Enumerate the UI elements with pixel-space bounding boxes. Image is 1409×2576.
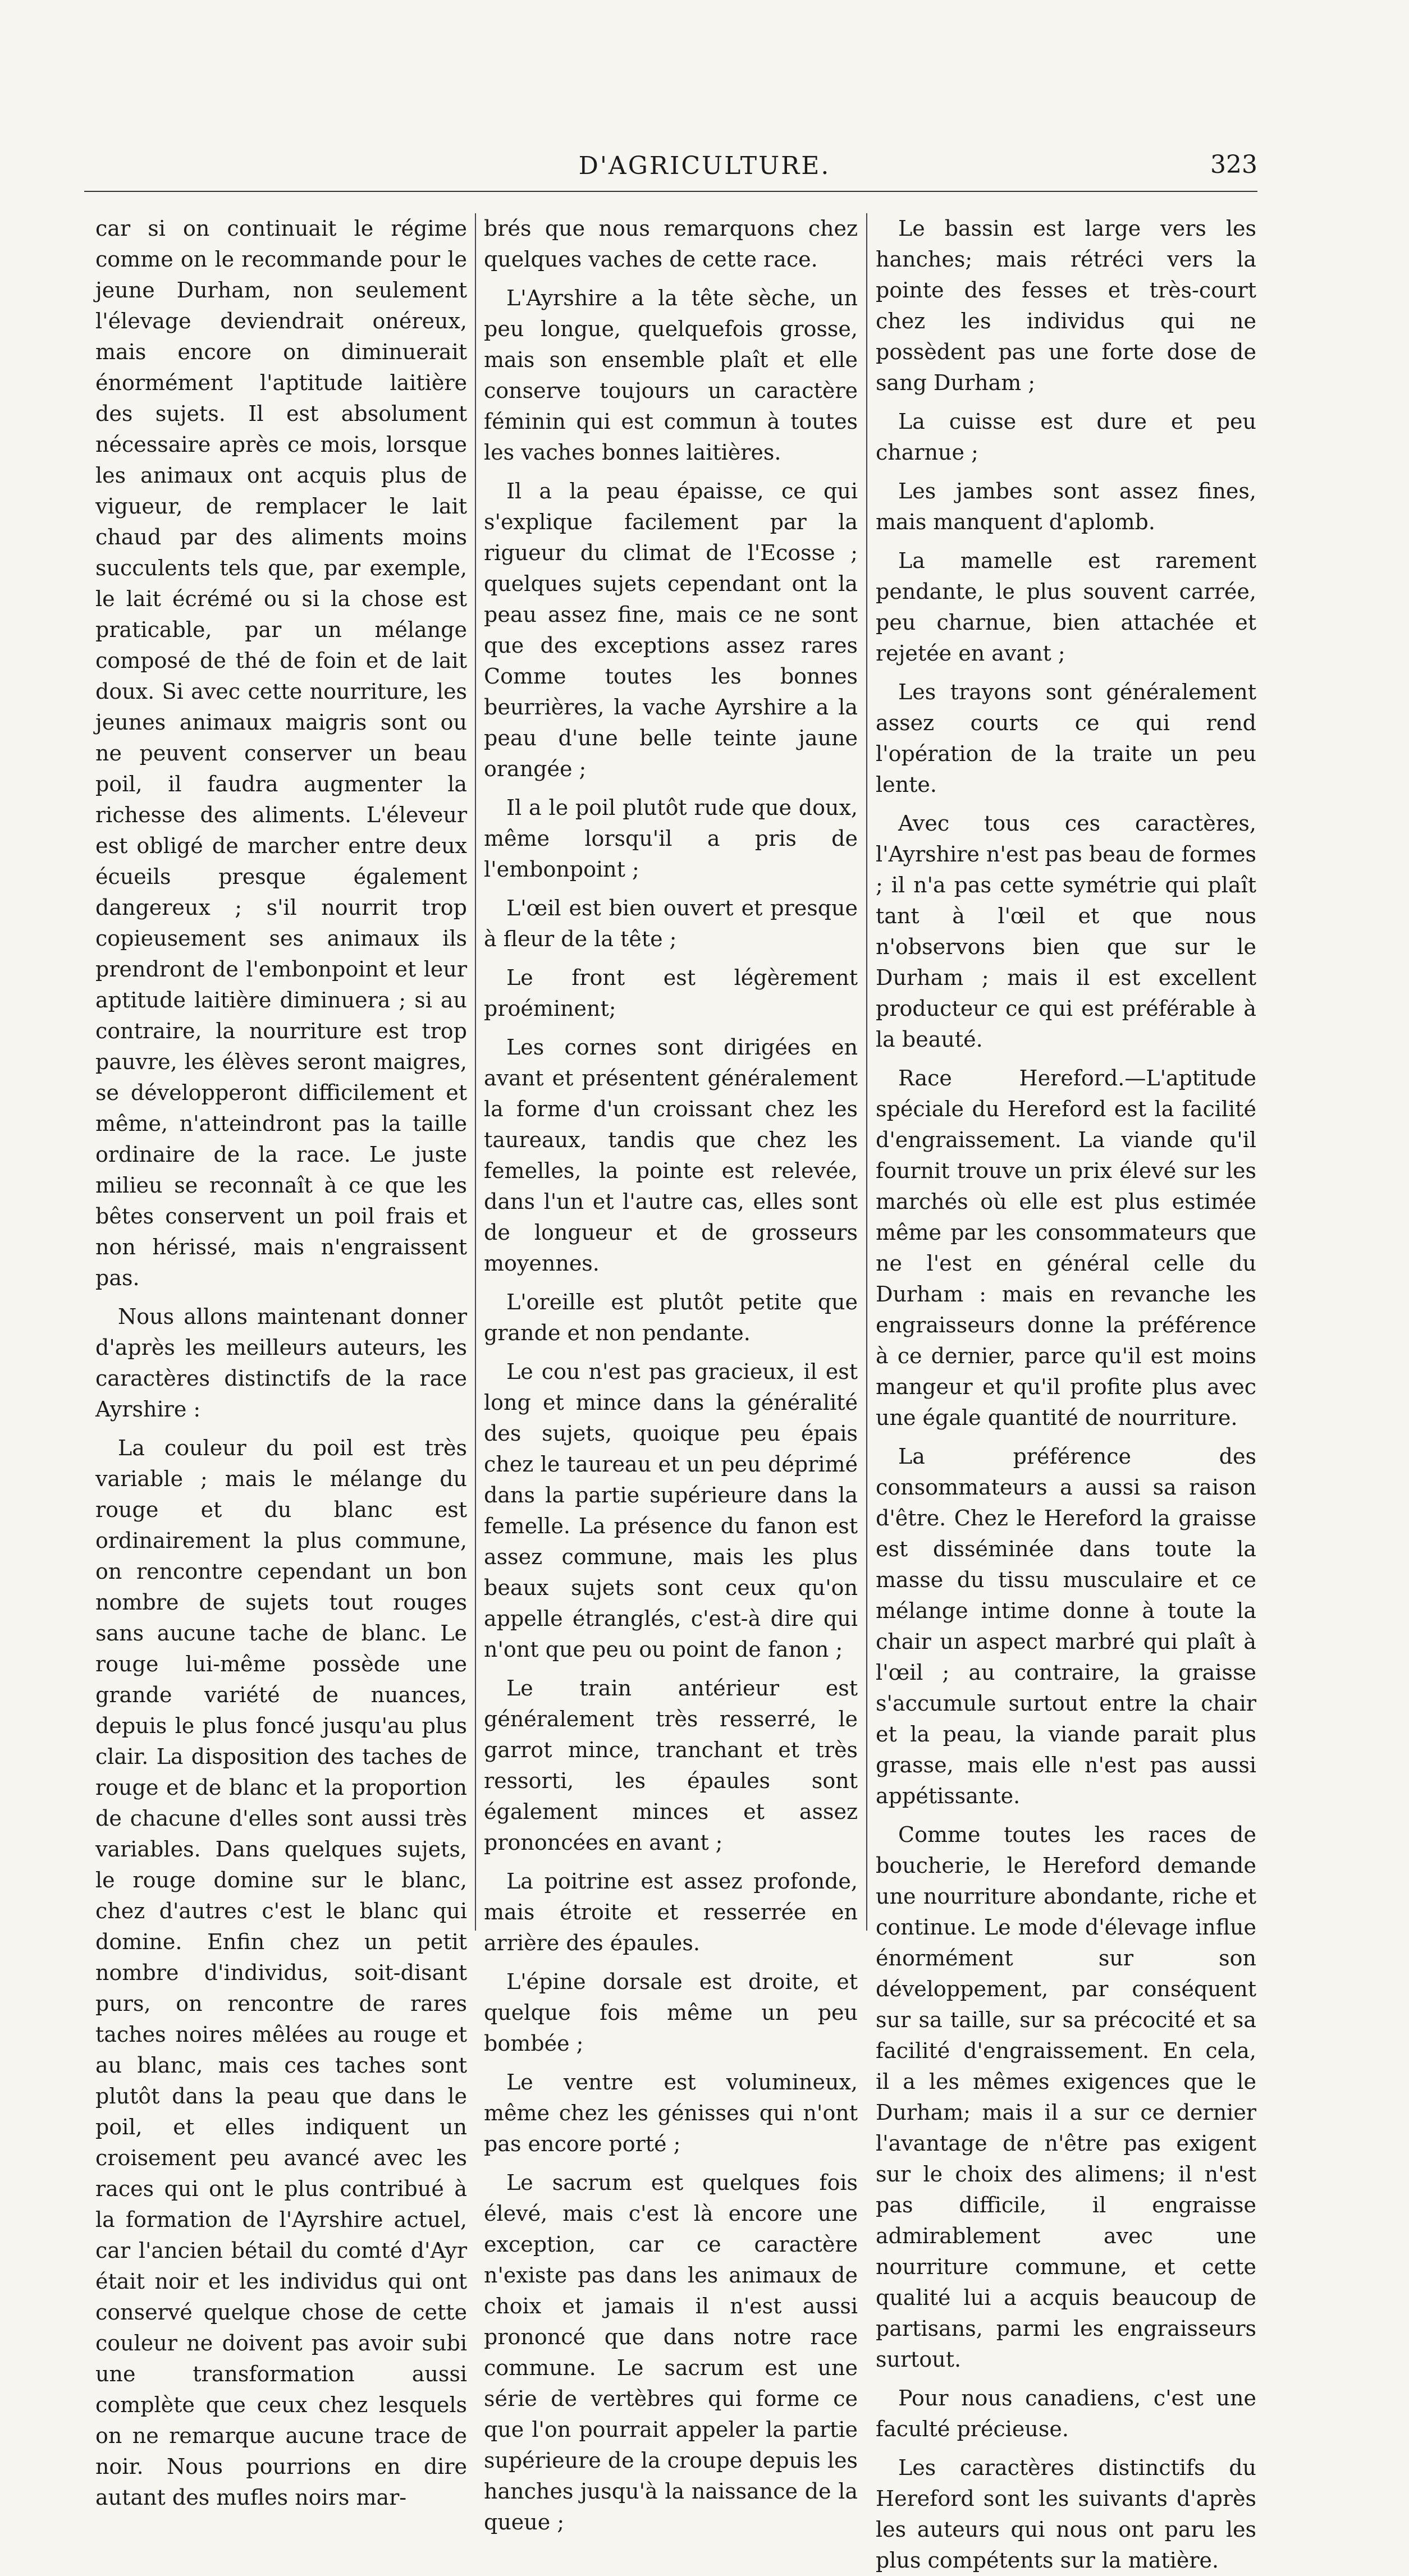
paragraph: Le front est légèrement proéminent; xyxy=(484,965,858,1021)
page-number: 323 xyxy=(1210,150,1257,179)
paragraph: Il a le poil plutôt rude que doux, même lorsqu'il a pris de l'embonpoint ; xyxy=(484,795,858,882)
paragraph: Nous allons maintenant donner d'après les meilleurs auteurs, les caractères distinctifs de la race Ayrshire : xyxy=(95,1304,467,1422)
paragraph: Comme toutes les races de boucherie, le Hereford demande une nourriture abondante, riche et continue. Le mode d'élevage influe énormément sur son développement, par conséquent sur sa taille, sur sa précocité et sa facilité d'engraissement. En cela, il a les mêmes exigences que le Durham; mais il a sur ce dernier l'avantage de n'être pas exigent sur le choix des alimens; il n'est pas difficile, il engraisse admirablement avec une nourriture commune, et cette qualité lui a acquis beaucoup de partisans, parmi les engraisseurs surtout. xyxy=(876,1822,1256,2372)
paragraph: Avec tous ces caractères, l'Ayrshire n'est pas beau de formes ; il n'a pas cette symétrie qui plaît tant à l'œil et que nous n'observons bien que sur le Durham ; mais il est excellent producteur ce qui est préférable à la beauté. xyxy=(876,811,1256,1052)
paragraph: La mamelle est rarement pendante, le plus souvent carrée, peu charnue, bien attachée et rejetée en avant ; xyxy=(876,548,1256,666)
paragraph: La poitrine est assez profonde, mais étroite et resserrée en arrière des épaules. xyxy=(484,1869,858,1955)
paragraph: Le train antérieur est généralement très resserré, le garrot mince, tranchant et très ressorti, les épaules sont également minces et assez prononcées en avant ; xyxy=(484,1676,858,1855)
header-rule xyxy=(84,191,1257,192)
paragraph: L'œil est bien ouvert et presque à fleur de la tête ; xyxy=(484,896,858,951)
paragraph: La couleur du poil est très variable ; mais le mélange du rouge et du blanc est ordinairement la plus commune, on rencontre cependant un bon nombre de sujets tout rouges sans aucune tache de blanc. Le rouge lui-même possède une grande variété de nuances, depuis le plus foncé jusqu'au plus clair. La disposition des taches de rouge et de blanc et la proportion de chacune d'elles sont aussi très variables. Dans quelques sujets, le rouge domine sur le blanc, chez d'autres c'est le blanc qui domine. Enfin chez un petit nombre d'individus, soit-disant purs, on rencontre de rares taches noires mêlées au rouge et au blanc, mais ces taches sont plutôt dans la peau que dans le poil, et elles indiquent un croisement peu avancé avec les races qui ont le plus contribué à la formation de l'Ayrshire actuel, car l'ancien bétail du comté d'Ayr était noir et les individus qui ont conservé quelque chose de cette couleur ne doivent pas avoir subi une transformation aussi complète que ceux chez lesquels on ne remarque aucune trace de noir. Nous pourrions en dire autant des mufles noirs mar- xyxy=(95,1436,467,2510)
paragraph: Les caractères distinctifs du Hereford sont les suivants d'après les auteurs qui nous ont paru les plus compétents sur la matière. xyxy=(876,2455,1256,2573)
paragraph: Les jambes sont assez fines, mais manquent d'aplomb. xyxy=(876,479,1256,534)
paragraph: brés que nous remarquons chez quelques vaches de cette race. xyxy=(484,216,858,272)
paragraph: L'épine dorsale est droite, et quelque fois même un peu bombée ; xyxy=(484,1969,858,2056)
text-column-3 xyxy=(876,213,1256,2573)
paragraph: Pour nous canadiens, c'est une faculté précieuse. xyxy=(876,2386,1256,2441)
column-divider xyxy=(866,213,867,1931)
paragraph: Il a la peau épaisse, ce qui s'explique facilement par la rigueur du climat de l'Ecosse ; quelques sujets cependant ont la peau assez fine, mais ce ne sont que des exceptions assez rares Comme toutes les bonnes beurrières, la vache Ayrshire a la peau d'une belle teinte jaune orangée ; xyxy=(484,479,858,781)
paragraph: Le sacrum est quelques fois élevé, mais c'est là encore une exception, car ce caractère n'existe pas dans les animaux de choix et jamais il n'est aussi prononcé que dans notre race commune. Le sacrum est une série de vertèbres qui forme ce que l'on pourrait appeler la partie supérieure de la croupe depuis les hanches jusqu'à la naissance de la queue ; xyxy=(484,2170,858,2534)
paragraph: Les cornes sont dirigées en avant et présentent généralement la forme d'un croissant chez les taureaux, tandis que chez les femelles, la pointe est relevée, dans l'un et l'autre cas, elles sont de longueur et de grosseurs moyennes. xyxy=(484,1035,858,1276)
paragraph: Les trayons sont généralement assez courts ce qui rend l'opération de la traite un peu lente. xyxy=(876,680,1256,797)
paragraph: L'Ayrshire a la tête sèche, un peu longue, quelquefois grosse, mais son ensemble plaît et elle conserve toujours un caractère féminin qui est commun à toutes les vaches bonnes laitières. xyxy=(484,286,858,465)
paragraph: L'oreille est plutôt petite que grande et non pendante. xyxy=(484,1290,858,1345)
running-title: D'AGRICULTURE. xyxy=(578,152,831,180)
paragraph: car si on continuait le régime comme on le recommande pour le jeune Durham, non seulement l'élevage deviendrait onéreux, mais encore on diminuerait énormément l'aptitude laitière des sujets. Il est absolument nécessaire après ce mois, lorsque les animaux ont acquis plus de vigueur, de remplacer le lait chaud par des aliments moins succulents tels que, par exemple, le lait écrémé ou si la chose est praticable, par un mélange composé de thé de foin et de lait doux. Si avec cette nourriture, les jeunes animaux maigris sont ou ne peuvent conserver un beau poil, il faudra augmenter la richesse des aliments. L'éleveur est obligé de marcher entre deux écueils presque également dangereux ; s'il nourrit trop copieusement ses animaux ils prendront de l'embonpoint et leur aptitude laitière diminuera ; si au contraire, la nourriture est trop pauvre, les élèves seront maigres, se développeront difficilement et même, n'atteindront pas la taille ordinaire de la race. Le juste milieu se reconnaît à ce que les bêtes conservent un poil frais et non hérissé, mais n'engraissent pas. xyxy=(95,216,467,1290)
paragraph: Race Hereford.—L'aptitude spéciale du Hereford est la facilité d'engraissement. La viande qu'il fournit trouve un prix élevé sur les marchés où elle est plus estimée même par les consommateurs que ne l'est en général celle du Durham : mais en revanche les engraisseurs donne la préférence à ce dernier, parce qu'il est moins mangeur et qu'il profite plus avec une égale quantité de nourriture. xyxy=(876,1066,1256,1430)
paragraph: La préférence des consommateurs a aussi sa raison d'être. Chez le Hereford la graisse est disséminée dans toute la masse du tissu musculaire et ce mélange intime donne à toute la chair un aspect marbré qui plaît à l'œil ; au contraire, la graisse s'accumule surtout entre la chair et la peau, la viande parait plus grasse, mais elle n'est pas aussi appétissante. xyxy=(876,1444,1256,1808)
paragraph: Le cou n'est pas gracieux, il est long et mince dans la généralité des sujets, quoique peu épais chez le taureau et un peu déprimé dans la partie supérieure dans la femelle. La présence du fanon est assez commune, mais les plus beaux sujets sont ceux qu'on appelle étranglés, c'est-à dire qui n'ont que peu ou point de fanon ; xyxy=(484,1359,858,1662)
paragraph: Le bassin est large vers les hanches; mais rétréci vers la pointe des fesses et très-court chez les individus qui ne possèdent pas une forte dose de sang Durham ; xyxy=(876,216,1256,395)
paragraph: La cuisse est dure et peu charnue ; xyxy=(876,409,1256,465)
text-column-1 xyxy=(95,213,467,2510)
column-divider xyxy=(475,213,476,1931)
paragraph: Le ventre est volumineux, même chez les génisses qui n'ont pas encore porté ; xyxy=(484,2070,858,2156)
text-column-2 xyxy=(484,213,858,2534)
